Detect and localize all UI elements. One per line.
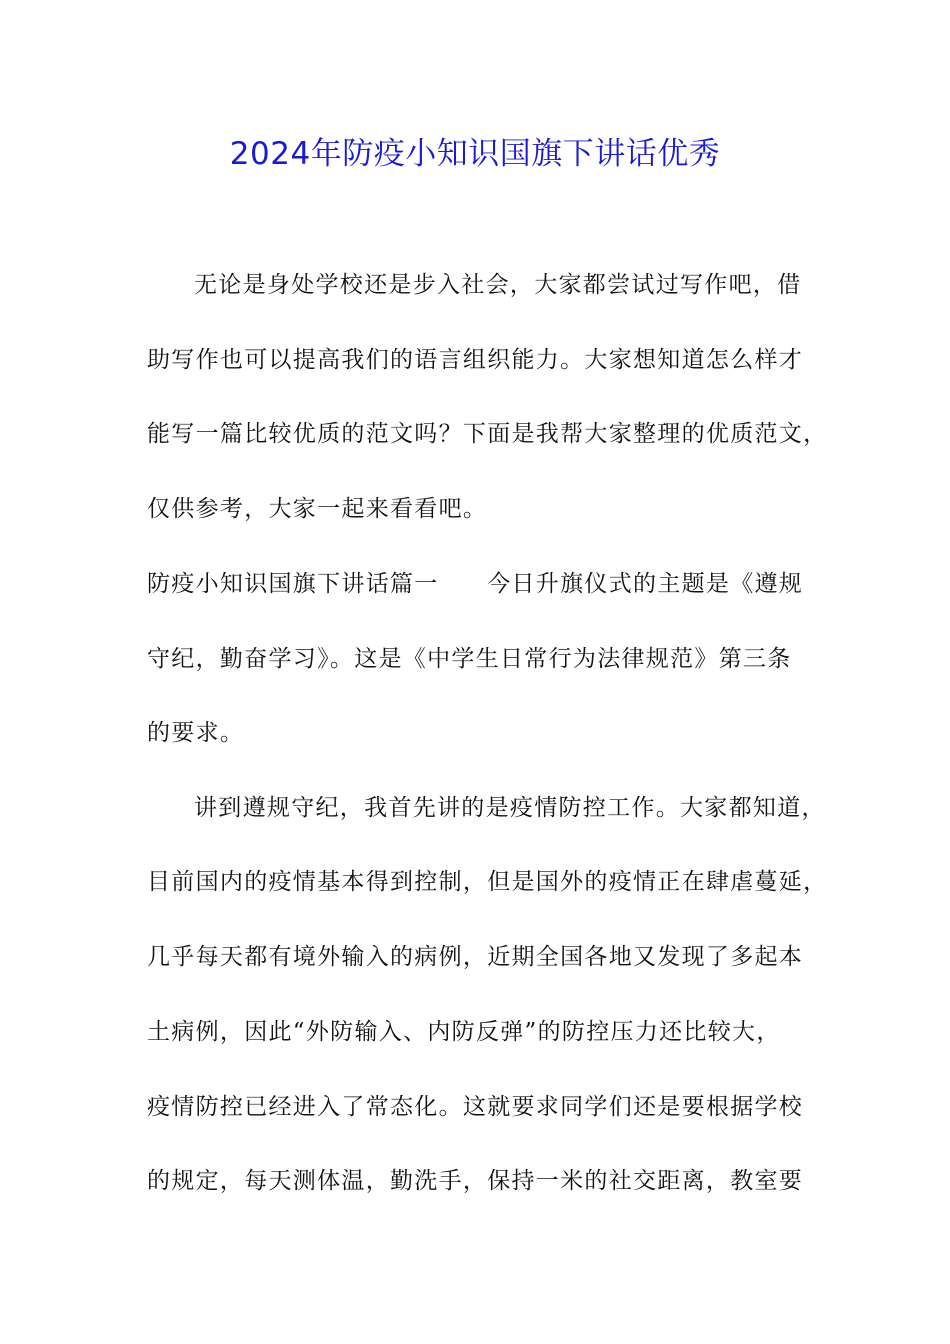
paragraph-3-line-1: 讲到遵规守纪，我首先讲的是疫情防控工作。大家都知道， xyxy=(194,795,826,821)
paragraph-3-line-6: 的规定，每天测体温，勤洗手，保持一米的社交距离，教室要 xyxy=(147,1168,804,1194)
paragraph-3-line-3: 几乎每天都有境外输入的病例，近期全国各地又发现了多起本 xyxy=(147,944,804,970)
paragraph-3-line-2: 目前国内的疫情基本得到控制，但是国外的疫情正在肆虐蔓延， xyxy=(147,869,828,895)
paragraph-2-line-2: 守纪，勤奋学习》。这是《中学生日常行为法律规范》第三条 xyxy=(147,646,792,672)
paragraph-3-line-4: 土病例，因此“外防输入、内防反弹”的防控压力还比较大， xyxy=(147,1019,781,1045)
paragraph-3-line-5: 疫情防控已经进入了常态化。这就要求同学们还是要根据学校 xyxy=(147,1094,804,1120)
paragraph-1-line-2: 助写作也可以提高我们的语言组织能力。大家想知道怎么样才 xyxy=(147,347,804,373)
paragraph-2-line-1: 防疫小知识国旗下讲话篇一 今日升旗仪式的主题是《遵规 xyxy=(147,571,804,597)
paragraph-2-line-3: 的要求。 xyxy=(147,720,245,746)
document-title: 2024年防疫小知识国旗下讲话优秀 xyxy=(229,136,721,172)
paragraph-1-line-1: 无论是身处学校还是步入社会，大家都尝试过写作吧，借 xyxy=(194,272,802,298)
paragraph-1-line-4: 仅供参考，大家一起来看看吧。 xyxy=(147,496,488,522)
paragraph-1-line-3: 能写一篇比较优质的范文吗？下面是我帮大家整理的优质范文， xyxy=(147,421,828,447)
